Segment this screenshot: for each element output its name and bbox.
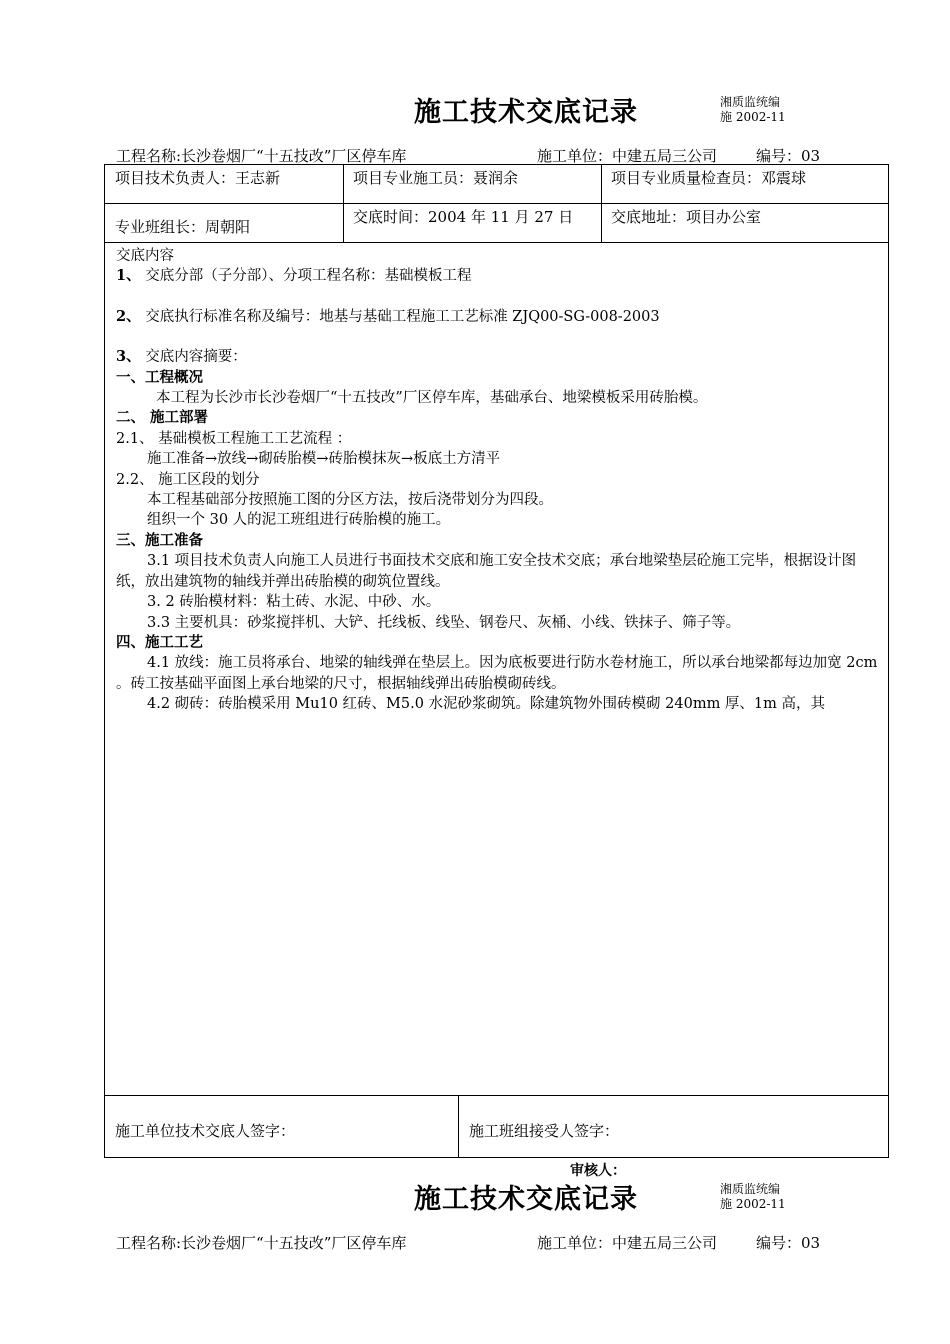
- form-code-line2: 施 2002-11: [720, 1197, 786, 1211]
- construction-staff: 项目专业施工员：聂润余: [353, 169, 519, 187]
- project-name: 工程名称:长沙卷烟厂“十五技改”厂区停车库: [116, 1234, 407, 1252]
- section-3-2: 3. 2 砖胎模材料：粘土砖、水泥、中砂、水。: [147, 594, 441, 611]
- tech-lead: 项目技术负责人：王志新: [115, 169, 281, 187]
- page-title: 施工技术交底记录: [414, 1184, 638, 1215]
- form-code: [720, 95, 786, 125]
- section-2-2: 2.2、 施工区段的划分: [116, 471, 260, 488]
- form-code-line2: 施 2002-11: [720, 110, 786, 124]
- section-4-title: 四、施工工艺: [116, 633, 203, 651]
- section-3-1: 3.1 项目技术负责人向施工人员进行书面技术交底和施工安全技术交底；承台地梁垫层砼施工完毕，根据设计图纸，放出建筑物的轴线并弹出砖胎模的砌筑位置线。: [116, 553, 857, 590]
- content-heading: 交底内容: [116, 248, 174, 264]
- section-2-2-paragraph: 组织一个 30 人的泥工班组进行砖胎模的施工。: [147, 512, 451, 529]
- row-divider: [104, 242, 889, 243]
- section-1-paragraph: 本工程为长沙市长沙卷烟厂“十五技改”厂区停车库，基础承台、地梁模板采用砖胎模。: [156, 390, 708, 407]
- section-3-title: 三、施工准备: [116, 531, 203, 549]
- form-code: [720, 1182, 786, 1212]
- team-leader: 专业班组长：周朝阳: [115, 218, 251, 236]
- team-signer-label: 施工班组接受人签字：: [469, 1122, 620, 1140]
- handover-time: 交底时间：2004 年 11 月 27 日: [353, 208, 574, 226]
- section-2-2-paragraph: 本工程基础部分按照施工图的分区方法，按后浇带划分为四段。: [147, 492, 553, 509]
- construction-unit: 施工单位：中建五局三公司: [537, 1234, 718, 1252]
- content-item-2: 2、 交底执行标准名称及编号：地基与基础工程施工工艺标准 ZJQ00-SG-008-2003: [116, 307, 660, 325]
- form-number: 编号：03: [756, 147, 821, 165]
- section-4-2: 4.2 砌砖：砖胎模采用 Mu10 红砖、M5.0 水泥砂浆砌筑。除建筑物外围砖模砌 240mm 厚、1m 高，其: [147, 696, 826, 713]
- row-divider: [104, 1095, 889, 1096]
- section-3-3: 3.3 主要机具：砂浆搅拌机、大铲、托线板、线坠、钢卷尺、灰桶、小线、铁抹子、筛子等。: [147, 614, 741, 631]
- col-divider: [458, 1095, 459, 1158]
- project-name: 工程名称:长沙卷烟厂“十五技改”厂区停车库: [116, 147, 407, 165]
- row-divider: [104, 203, 889, 204]
- unit-signer-label: 施工单位技术交底人签字：: [115, 1122, 296, 1140]
- section-2-1-flow: 施工准备→放线→砌砖胎模→砖胎模抹灰→板底土方清平: [147, 451, 501, 468]
- content-item-3: 3、 交底内容摘要：: [116, 348, 247, 366]
- section-2-title: 二、 施工部署: [116, 409, 209, 427]
- col-divider: [601, 164, 602, 242]
- handover-place: 交底地址：项目办公室: [611, 208, 762, 226]
- construction-unit: 施工单位：中建五局三公司: [537, 147, 718, 165]
- form-code-line1: 湘质监统编: [720, 95, 781, 109]
- form-number: 编号：03: [756, 1234, 821, 1252]
- quality-inspector: 项目专业质量检查员：邓震球: [611, 169, 807, 187]
- section-1-title: 一、工程概况: [116, 368, 203, 386]
- content-item-1: 1、 交底分部（子分部）、分项工程名称：基础模板工程: [116, 267, 472, 285]
- form-code-line1: 湘质监统编: [720, 1182, 781, 1196]
- section-4-1: 4.1 放线：施工员将承台、地梁的轴线弹在垫层上。因为底板要进行防水卷材施工，所以承台地梁都每边加宽 2cm 。砖工按基础平面图上承台地梁的尺寸，根据轴线弹出砖胎模砌砖线。: [116, 655, 878, 692]
- handover-content: [116, 246, 884, 715]
- reviewer-label: 审核人：: [570, 1163, 626, 1179]
- section-2-1: 2.1、 基础模板工程施工工艺流程 ：: [116, 430, 352, 447]
- col-divider: [343, 164, 344, 242]
- page-title: 施工技术交底记录: [414, 97, 638, 128]
